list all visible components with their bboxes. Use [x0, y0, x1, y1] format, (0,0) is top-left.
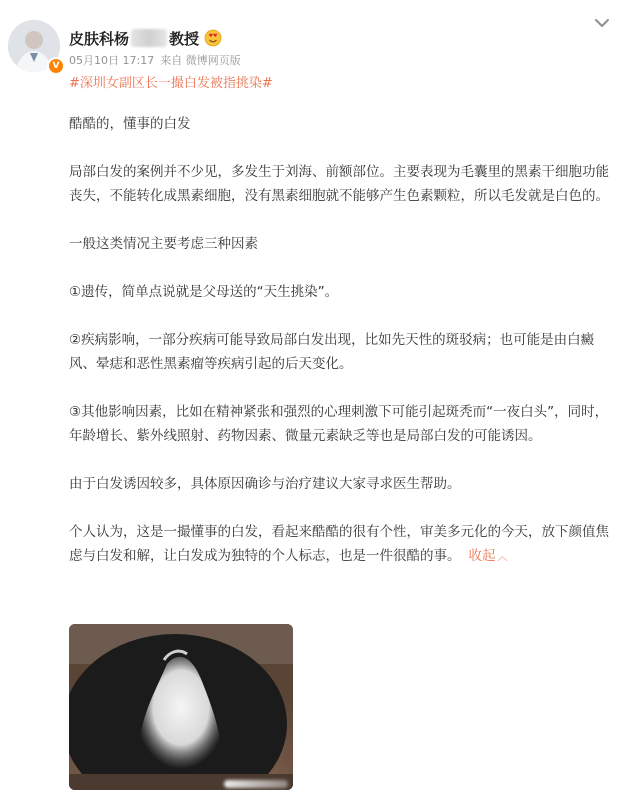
paragraph: 酷酷的，懂事的白发	[69, 116, 191, 132]
post-date[interactable]: 05月10日 17:17	[69, 54, 155, 67]
post-content	[69, 112, 617, 594]
paragraph: 由于白发诱因较多，具体原因确诊与治疗建议大家寻求医生帮助。	[69, 476, 461, 492]
verified-orange-v-icon: V	[47, 57, 65, 75]
heart-eyes-emoji-icon[interactable]	[204, 29, 222, 47]
collapse-label: 收起	[468, 548, 496, 564]
collapse-link[interactable]	[469, 548, 508, 564]
paragraph-with-collapse	[69, 520, 617, 570]
chevron-down-icon[interactable]	[592, 15, 612, 31]
caret-up-icon: ︿	[497, 552, 508, 563]
paragraph: ③其他影响因素，比如在精神紧张和强烈的心理刺激下可能引起斑秃而“一夜白头”，同时，年龄增长、紫外线照射、药物因素、微量元素缺乏等也是局部白发的可能诱因。	[69, 404, 609, 444]
post-source: 来自 微博网页版	[160, 54, 241, 67]
topic-hashtag-link[interactable]: #深圳女副区长一撮白发被指挑染#	[69, 76, 273, 91]
redacted-name-block	[131, 29, 167, 47]
paragraph: ①遗传，简单点说就是父母送的“天生挑染”。	[69, 284, 339, 300]
author-name-suffix: 教授	[169, 29, 200, 48]
author-name[interactable]	[69, 28, 222, 48]
paragraph: 局部白发的案例并不少见，多发生于刘海、前额部位。主要表现为毛囊里的黑素干细胞功能丧失，不能转化成黑素细胞，没有黑素细胞就不能够产生色素颗粒，所以毛发就是白色的。	[69, 164, 609, 204]
post-image[interactable]	[69, 624, 293, 790]
paragraph: 一般这类情况主要考虑三种因素	[69, 236, 258, 252]
paragraph: ②疾病影响，一部分疾病可能导致局部白发出现，比如先天性的斑驳病；也可能是由白癜风、晕痣和恶性黑素瘤等疾病引起的后天变化。	[69, 332, 595, 372]
author-name-prefix: 皮肤科杨	[69, 29, 130, 48]
image-watermark	[224, 780, 288, 788]
post-meta	[69, 52, 241, 68]
paragraph-text: 个人认为，这是一撮懂事的白发，看起来酷酷的很有个性，审美多元化的今天，放下颜值焦虑与白发和解，让白发成为独特的个人标志，也是一件很酷的事。	[69, 524, 609, 564]
